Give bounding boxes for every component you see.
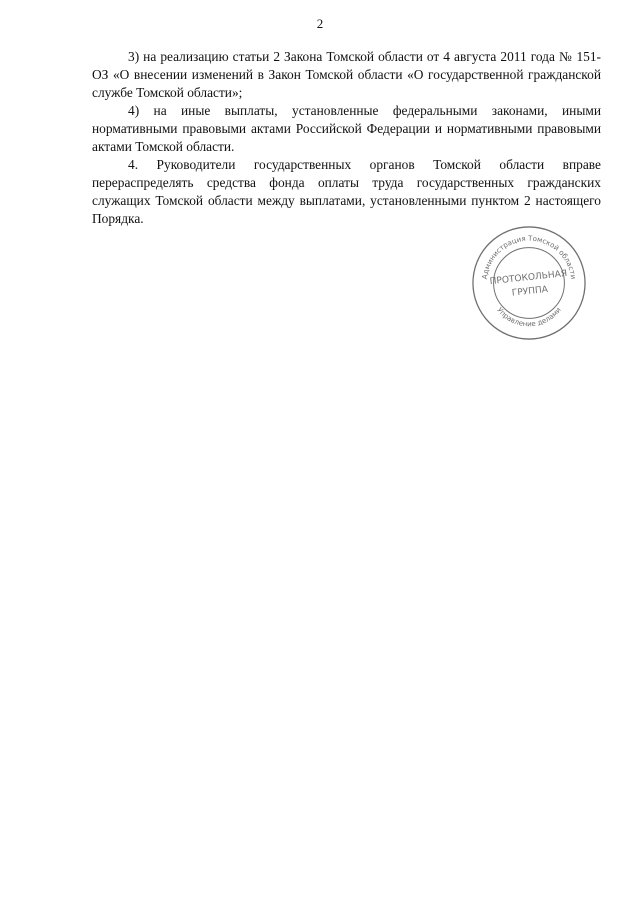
document-body: [92, 48, 601, 228]
paragraph-clause-4: 4. Руководители государственных органов Томской области вправе перераспределять средства фонда оплаты труда государственных гражданских служащих Томской области между выплатами, установленными пунктом 2 настоящего Порядка.: [92, 157, 601, 226]
stamp-center-line-1: ПРОТОКОЛЬНАЯ: [489, 269, 568, 288]
stamp-outer-top-text: Администрация Томской области: [479, 233, 579, 280]
paragraph-item-4: 4) на иные выплаты, установленные федеральными законами, иными нормативными правовыми актами Российской Федерации и нормативными правовыми актами Томской области.: [92, 103, 601, 154]
paragraph-item-3: 3) на реализацию статьи 2 Закона Томской области от 4 августа 2011 года № 151-ОЗ «О внесении изменений в Закон Томской области «О государственной гражданской службе Томской области»;: [92, 49, 601, 100]
stamp-outer-bottom-text: Управление делами: [495, 305, 563, 329]
protocol-group-stamp: [470, 224, 588, 342]
stamp-center-line-2: ГРУППА: [511, 284, 549, 299]
page-number: 2: [316, 16, 324, 31]
